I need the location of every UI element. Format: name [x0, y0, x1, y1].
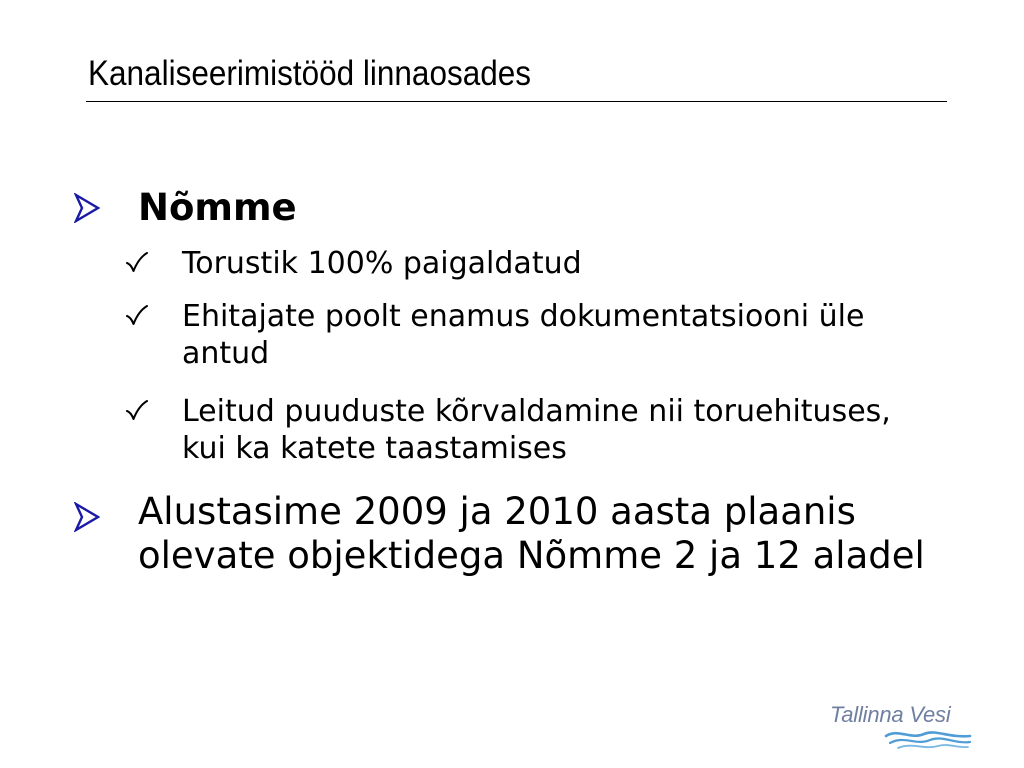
arrow-bullet-icon: [74, 193, 100, 223]
bullet-text: Alustasime 2009 ja 2010 aasta plaanis olevate objektidega Nõmme 2 ja 12 aladel: [138, 490, 925, 577]
checkmark-icon: [125, 304, 149, 326]
logo-text: Tallinna Vesi: [830, 702, 951, 727]
waves-icon: [884, 728, 972, 750]
sub-bullet-text: Torustik 100% paigaldatud: [182, 246, 582, 281]
title-divider: [86, 101, 947, 102]
checkmark-icon: [125, 251, 149, 273]
company-logo: [828, 700, 974, 754]
sub-bullet-text: Leitud puuduste kõrvaldamine nii toruehituses, kui ka katete taastamises: [182, 394, 891, 466]
bullet-heading: Nõmme: [138, 186, 297, 229]
slide-title: Kanaliseerimistööd linnaosades: [88, 54, 532, 93]
sub-bullet-text: Ehitajate poolt enamus dokumentatsiooni üle antud: [182, 299, 865, 371]
arrow-bullet-icon: [74, 502, 100, 532]
checkmark-icon: [125, 399, 149, 421]
